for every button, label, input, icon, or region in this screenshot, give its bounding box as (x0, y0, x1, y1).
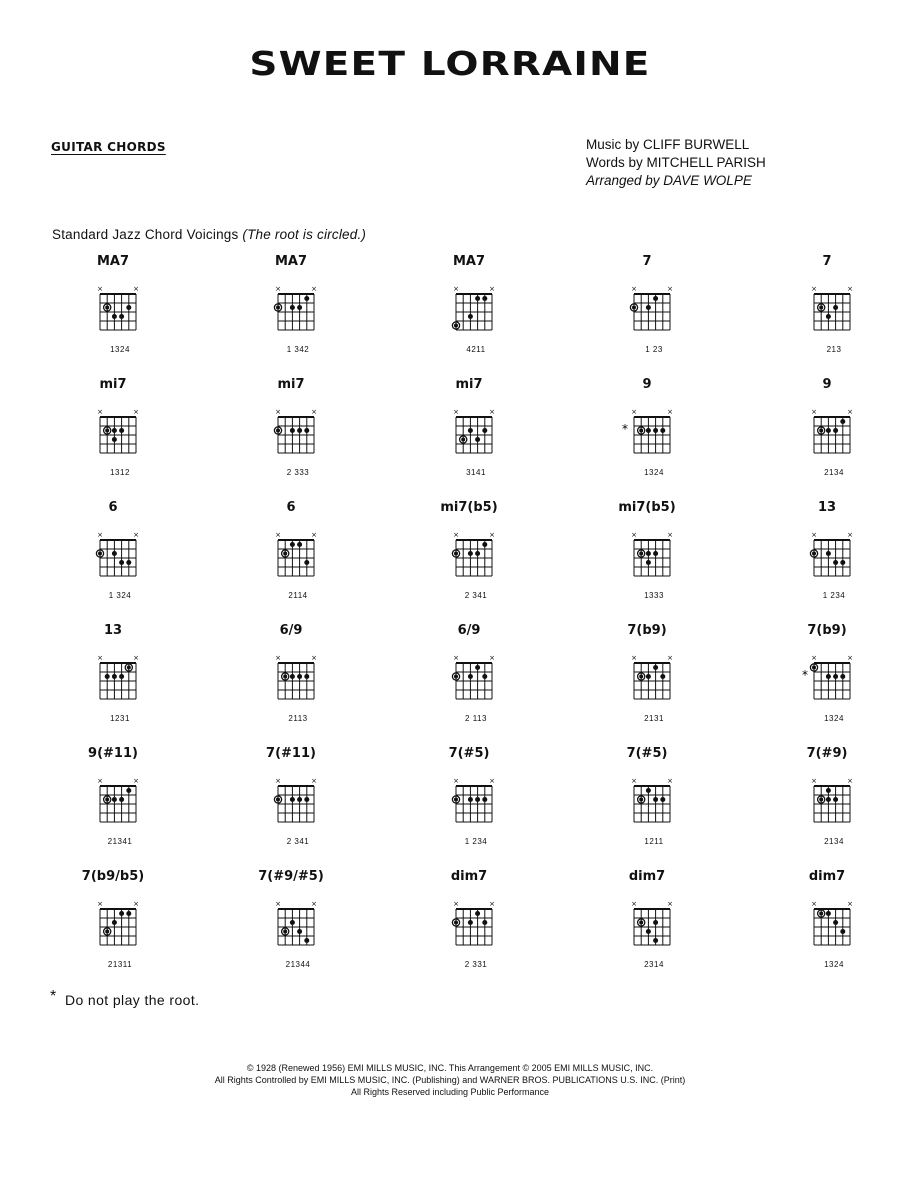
finger-dot (653, 296, 658, 301)
root-dot (819, 429, 823, 433)
copyright-line: All Rights Reserved including Public Performance (350, 1087, 550, 1097)
root-dot (819, 306, 823, 310)
chord-name: MA7 (274, 254, 308, 269)
muted-string-mark: × (631, 900, 637, 908)
muted-string-mark: × (489, 777, 495, 785)
credit-music: Music by CLIFF BURWELL (586, 137, 750, 152)
muted-string-mark: × (275, 900, 281, 908)
muted-string-mark: × (489, 408, 495, 416)
finger-dot (475, 797, 480, 802)
finger-dot (304, 938, 309, 943)
root-dot (819, 912, 823, 916)
chord-name: mi7 (277, 377, 305, 392)
voicings-label: Standard Jazz Chord Voicings (52, 227, 239, 242)
chord-diagram (792, 740, 862, 850)
finger-dot (482, 542, 487, 547)
chord-diagram (256, 494, 326, 604)
finger-dot (653, 551, 658, 556)
muted-string-mark: × (133, 531, 139, 539)
muted-string-mark: × (453, 777, 459, 785)
muted-string-mark: × (275, 531, 281, 539)
chord-name: mi7(b5) (618, 500, 676, 515)
muted-string-mark: × (667, 531, 673, 539)
chord-grid (0, 248, 900, 978)
muted-string-mark: × (489, 285, 495, 293)
chord-diagram (612, 371, 682, 481)
chord-fingering: 1312 (110, 468, 130, 477)
finger-dot (297, 929, 302, 934)
root-dot (283, 930, 287, 934)
chord-name: 13 (103, 623, 123, 638)
finger-dot (112, 797, 117, 802)
chord-diagram (792, 371, 862, 481)
finger-dot (468, 551, 473, 556)
muted-string-mark: × (489, 531, 495, 539)
muted-string-mark: × (453, 654, 459, 662)
chord-fingering: 3141 (466, 468, 486, 477)
chord-name: mi7 (99, 377, 127, 392)
muted-string-mark: × (631, 408, 637, 416)
finger-dot (646, 788, 651, 793)
muted-string-mark: × (453, 408, 459, 416)
chord-diagram (78, 371, 148, 481)
muted-string-mark: × (811, 900, 817, 908)
finger-dot (653, 797, 658, 802)
chord-fingering: 2131 (644, 714, 664, 723)
muted-string-mark: × (847, 900, 853, 908)
copyright-block (0, 1062, 900, 1098)
finger-dot (119, 674, 124, 679)
finger-dot (826, 797, 831, 802)
muted-string-mark: × (311, 654, 317, 662)
chord-fingering: 2134 (824, 837, 844, 846)
chord-fingering: 2114 (288, 591, 308, 600)
finger-dot (475, 551, 480, 556)
root-dot (812, 552, 816, 556)
muted-string-mark: × (847, 285, 853, 293)
chord-name: 6/9 (457, 623, 481, 638)
finger-dot (660, 674, 665, 679)
root-dot (105, 930, 109, 934)
chord-diagram (256, 863, 326, 973)
muted-string-mark: × (667, 777, 673, 785)
finger-dot (112, 437, 117, 442)
chord-diagram (612, 740, 682, 850)
muted-string-mark: × (97, 777, 103, 785)
finger-dot (119, 314, 124, 319)
finger-dot (290, 797, 295, 802)
chord-diagram (434, 617, 504, 727)
root-dot (639, 429, 643, 433)
page-title: SWEET LORRAINE (249, 44, 651, 83)
finger-dot (468, 797, 473, 802)
footnote (50, 988, 199, 1008)
finger-dot (840, 419, 845, 424)
finger-dot (482, 428, 487, 433)
finger-dot (833, 305, 838, 310)
chord-name: 9 (822, 377, 832, 392)
chord-diagram (78, 494, 148, 604)
chord-fingering: 2 341 (286, 837, 310, 846)
chord-fingering: 2113 (288, 714, 308, 723)
finger-dot (126, 560, 131, 565)
finger-dot (290, 920, 295, 925)
finger-dot (297, 542, 302, 547)
finger-dot (112, 674, 117, 679)
finger-dot (653, 428, 658, 433)
muted-string-mark: × (847, 408, 853, 416)
finger-dot (475, 437, 480, 442)
muted-string-mark: × (631, 285, 637, 293)
chord-diagram (792, 494, 862, 604)
chord-fingering: 1324 (824, 714, 844, 723)
chord-fingering: 1231 (110, 714, 130, 723)
chord-diagram (792, 617, 862, 727)
root-dot (276, 798, 280, 802)
chord-fingering: 2 113 (465, 714, 487, 723)
muted-string-mark: × (489, 654, 495, 662)
root-dot (632, 306, 636, 310)
chord-fingering: 1324 (644, 468, 664, 477)
root-dot (454, 798, 458, 802)
copyright-line: All Rights Controlled by EMI MILLS MUSIC, INC. (Publishing) and WARNER BROS. PUBLICATIONS U.S. INC. (Print) (214, 1075, 686, 1085)
finger-dot (126, 788, 131, 793)
chord-diagram (612, 494, 682, 604)
chord-diagram (612, 863, 682, 973)
finger-dot (105, 674, 110, 679)
muted-string-mark: × (631, 531, 637, 539)
finger-dot (304, 428, 309, 433)
finger-dot (826, 788, 831, 793)
muted-string-mark: × (275, 285, 281, 293)
muted-string-mark: × (667, 408, 673, 416)
muted-string-mark: × (97, 900, 103, 908)
muted-string-mark: × (847, 777, 853, 785)
finger-dot (653, 665, 658, 670)
muted-string-mark: × (275, 777, 281, 785)
finger-dot (646, 560, 651, 565)
chord-name: 7(#5) (626, 746, 668, 761)
chord-name: 7(#11) (266, 746, 316, 761)
root-dot (98, 552, 102, 556)
chord-name: 7(#9) (806, 746, 848, 761)
omit-root-star-icon: * (802, 668, 808, 682)
chord-name: 7(#5) (448, 746, 490, 761)
finger-dot (119, 911, 124, 916)
chord-fingering: 1333 (644, 591, 664, 600)
finger-dot (468, 674, 473, 679)
chord-name: 7(b9/b5) (81, 869, 145, 884)
chord-fingering: 2 341 (464, 591, 488, 600)
chord-name: 13 (817, 500, 837, 515)
finger-dot (840, 674, 845, 679)
chord-name: 6 (286, 500, 296, 515)
finger-dot (297, 674, 302, 679)
chord-fingering: 1211 (644, 837, 664, 846)
chord-name: mi7 (455, 377, 483, 392)
finger-dot (475, 296, 480, 301)
finger-dot (126, 911, 131, 916)
finger-dot (475, 911, 480, 916)
footnote-text: Do not play the root. (64, 992, 200, 1008)
omit-root-star-icon: * (622, 422, 628, 436)
muted-string-mark: × (667, 900, 673, 908)
chord-diagram (434, 494, 504, 604)
chord-name: mi7(b5) (440, 500, 498, 515)
muted-string-mark: × (133, 408, 139, 416)
chord-diagram (434, 248, 504, 358)
chord-diagram (256, 248, 326, 358)
finger-dot (304, 296, 309, 301)
chord-diagram (256, 617, 326, 727)
chord-name: 7(b9) (807, 623, 847, 638)
finger-dot (482, 296, 487, 301)
finger-dot (119, 797, 124, 802)
finger-dot (660, 428, 665, 433)
chord-fingering: 1324 (110, 345, 130, 354)
chord-name: 7 (642, 254, 652, 269)
muted-string-mark: × (133, 285, 139, 293)
root-dot (454, 324, 458, 328)
chord-diagram (78, 863, 148, 973)
muted-string-mark: × (489, 900, 495, 908)
finger-dot (297, 305, 302, 310)
finger-dot (826, 911, 831, 916)
chord-fingering: 2 331 (464, 960, 488, 969)
chord-diagram (78, 248, 148, 358)
chord-diagram (434, 371, 504, 481)
finger-dot (468, 920, 473, 925)
chord-fingering: 1 342 (286, 345, 310, 354)
finger-dot (826, 551, 831, 556)
chord-name: MA7 (96, 254, 130, 269)
voicings-heading (52, 227, 366, 242)
chord-fingering: 1 23 (645, 345, 663, 354)
finger-dot (468, 314, 473, 319)
muted-string-mark: × (311, 285, 317, 293)
root-dot (105, 306, 109, 310)
section-label: GUITAR CHORDS (51, 140, 166, 154)
muted-string-mark: × (453, 531, 459, 539)
finger-dot (290, 674, 295, 679)
chord-name: dim7 (808, 869, 846, 884)
finger-dot (646, 551, 651, 556)
chord-diagram (78, 617, 148, 727)
root-dot (639, 921, 643, 925)
muted-string-mark: × (311, 408, 317, 416)
chord-fingering: 21311 (107, 960, 133, 969)
chord-diagram (256, 740, 326, 850)
muted-string-mark: × (811, 531, 817, 539)
finger-dot (646, 428, 651, 433)
chord-name: dim7 (628, 869, 666, 884)
chord-fingering: 2 333 (286, 468, 310, 477)
muted-string-mark: × (811, 408, 817, 416)
chord-fingering: 4211 (466, 345, 486, 354)
chord-name: 9 (642, 377, 652, 392)
chord-name: MA7 (452, 254, 486, 269)
muted-string-mark: × (847, 654, 853, 662)
finger-dot (646, 929, 651, 934)
chord-diagram (434, 740, 504, 850)
chord-name: dim7 (450, 869, 488, 884)
root-dot (283, 675, 287, 679)
finger-dot (646, 674, 651, 679)
finger-dot (653, 920, 658, 925)
muted-string-mark: × (667, 654, 673, 662)
finger-dot (826, 428, 831, 433)
root-dot (276, 429, 280, 433)
muted-string-mark: × (453, 900, 459, 908)
root-dot (639, 552, 643, 556)
finger-dot (833, 797, 838, 802)
muted-string-mark: × (311, 531, 317, 539)
finger-dot (646, 305, 651, 310)
finger-dot (833, 428, 838, 433)
muted-string-mark: × (811, 285, 817, 293)
finger-dot (833, 920, 838, 925)
chord-name: 6/9 (279, 623, 303, 638)
finger-dot (297, 428, 302, 433)
finger-dot (297, 797, 302, 802)
root-dot (454, 921, 458, 925)
finger-dot (290, 542, 295, 547)
finger-dot (290, 428, 295, 433)
chord-name: 7(b9) (627, 623, 667, 638)
root-dot (819, 798, 823, 802)
muted-string-mark: × (847, 531, 853, 539)
finger-dot (826, 674, 831, 679)
finger-dot (304, 560, 309, 565)
chord-fingering: 21344 (285, 960, 311, 969)
chord-diagram (612, 617, 682, 727)
finger-dot (840, 560, 845, 565)
chord-fingering: 21341 (107, 837, 133, 846)
root-dot (461, 438, 465, 442)
chord-fingering: 2134 (824, 468, 844, 477)
muted-string-mark: × (275, 654, 281, 662)
muted-string-mark: × (133, 777, 139, 785)
root-dot (283, 552, 287, 556)
muted-string-mark: × (667, 285, 673, 293)
root-dot (276, 306, 280, 310)
credit-arranged: Arranged by DAVE WOLPE (586, 173, 752, 188)
finger-dot (653, 938, 658, 943)
finger-dot (112, 920, 117, 925)
muted-string-mark: × (311, 777, 317, 785)
root-dot (105, 429, 109, 433)
muted-string-mark: × (133, 654, 139, 662)
muted-string-mark: × (631, 777, 637, 785)
muted-string-mark: × (811, 777, 817, 785)
credits-block (586, 136, 766, 190)
finger-dot (482, 920, 487, 925)
chord-diagram (792, 863, 862, 973)
chord-diagram (78, 740, 148, 850)
finger-dot (482, 797, 487, 802)
chord-fingering: 1 234 (464, 837, 488, 846)
muted-string-mark: × (453, 285, 459, 293)
chord-diagram (434, 863, 504, 973)
muted-string-mark: × (133, 900, 139, 908)
chord-fingering: 1 234 (822, 591, 846, 600)
finger-dot (112, 314, 117, 319)
muted-string-mark: × (97, 408, 103, 416)
chord-name: 7 (822, 254, 832, 269)
chord-fingering: 213 (826, 345, 842, 354)
muted-string-mark: × (275, 408, 281, 416)
chord-name: 6 (108, 500, 118, 515)
finger-dot (475, 665, 480, 670)
muted-string-mark: × (311, 900, 317, 908)
finger-dot (304, 797, 309, 802)
finger-dot (112, 551, 117, 556)
chord-fingering: 2314 (644, 960, 664, 969)
finger-dot (119, 560, 124, 565)
copyright-line: © 1928 (Renewed 1956) EMI MILLS MUSIC, INC. This Arrangement © 2005 EMI MILLS MUSIC, INC. (246, 1063, 654, 1073)
root-dot (127, 666, 131, 670)
root-dot (454, 552, 458, 556)
credit-words: Words by MITCHELL PARISH (586, 155, 766, 170)
finger-dot (660, 797, 665, 802)
finger-dot (833, 674, 838, 679)
finger-dot (482, 674, 487, 679)
chord-fingering: 1 324 (108, 591, 132, 600)
finger-dot (833, 560, 838, 565)
chord-name: 9(#11) (88, 746, 138, 761)
chord-fingering: 1324 (824, 960, 844, 969)
muted-string-mark: × (811, 654, 817, 662)
chord-diagram (612, 248, 682, 358)
muted-string-mark: × (97, 531, 103, 539)
chord-diagram (256, 371, 326, 481)
finger-dot (304, 674, 309, 679)
finger-dot (126, 305, 131, 310)
voicings-note: (The root is circled.) (242, 227, 367, 242)
muted-string-mark: × (97, 285, 103, 293)
finger-dot (290, 305, 295, 310)
finger-dot (468, 428, 473, 433)
footnote-star: * (50, 988, 57, 1005)
finger-dot (112, 428, 117, 433)
finger-dot (826, 314, 831, 319)
root-dot (639, 798, 643, 802)
chord-diagram (792, 248, 862, 358)
root-dot (454, 675, 458, 679)
root-dot (812, 666, 816, 670)
muted-string-mark: × (631, 654, 637, 662)
finger-dot (840, 929, 845, 934)
root-dot (105, 798, 109, 802)
finger-dot (119, 428, 124, 433)
root-dot (639, 675, 643, 679)
chord-name: 7(#9/#5) (258, 869, 324, 884)
muted-string-mark: × (97, 654, 103, 662)
